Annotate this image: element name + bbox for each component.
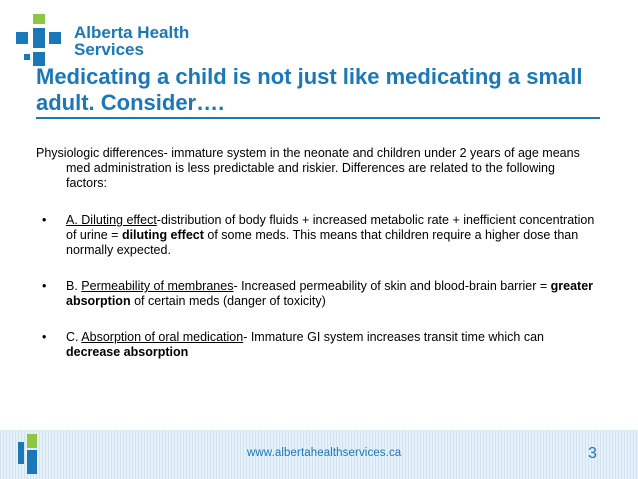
bullet-text: B. bbox=[66, 279, 82, 293]
ahs-footer-icon bbox=[18, 434, 48, 474]
logo-line-1: Alberta Health bbox=[74, 23, 190, 42]
slide-body bbox=[36, 146, 596, 381]
bullet-list bbox=[36, 213, 596, 360]
bullet-text: C. bbox=[66, 330, 82, 344]
footer-url[interactable]: www.albertahealthservices.ca bbox=[247, 447, 402, 459]
bullet-text: of certain meds (danger of toxicity) bbox=[130, 294, 326, 308]
bullet-item bbox=[36, 279, 596, 309]
ahs-logo bbox=[16, 14, 196, 66]
underlined-term: Permeability of membranes bbox=[81, 279, 234, 293]
bullet-text: of some meds. This means that children require a higher dose than normally expected. bbox=[66, 228, 579, 257]
bullet-text: -distribution of body fluids + increased metabolic rate + inefficient concentration of urine = bbox=[66, 213, 595, 242]
footer bbox=[0, 430, 638, 479]
page-number: 3 bbox=[588, 445, 597, 462]
bullet-text: - Immature GI system increases transit time which can bbox=[243, 330, 544, 344]
bold-term: greater absorption bbox=[66, 279, 594, 308]
bold-term: decrease absorption bbox=[66, 345, 189, 359]
underlined-term: A. Diluting effect bbox=[66, 213, 157, 227]
bullet-text: - Increased permeability of skin and blood-brain barrier = bbox=[233, 279, 551, 293]
bullet-marker: • bbox=[42, 279, 47, 293]
slide-title: Medicating a child is not just like medicating a small adult. Consider…. bbox=[36, 64, 583, 115]
ahs-cross-icon bbox=[16, 14, 66, 66]
bullet-item bbox=[36, 330, 596, 360]
bold-term: diluting effect bbox=[121, 228, 204, 242]
title-divider bbox=[36, 117, 600, 119]
logo-line-2: Services bbox=[74, 40, 144, 59]
bullet-marker: • bbox=[42, 213, 47, 227]
intro-paragraph: Physiologic differences- immature system in the neonate and children under 2 years of age means med administration is less predictable and riskier. Differences are related to the following factors: bbox=[36, 146, 580, 190]
underlined-term: Absorption of oral medication bbox=[81, 330, 244, 344]
logo-wordmark bbox=[74, 24, 189, 58]
bullet-item bbox=[36, 213, 596, 258]
bullet-marker: • bbox=[42, 330, 47, 344]
